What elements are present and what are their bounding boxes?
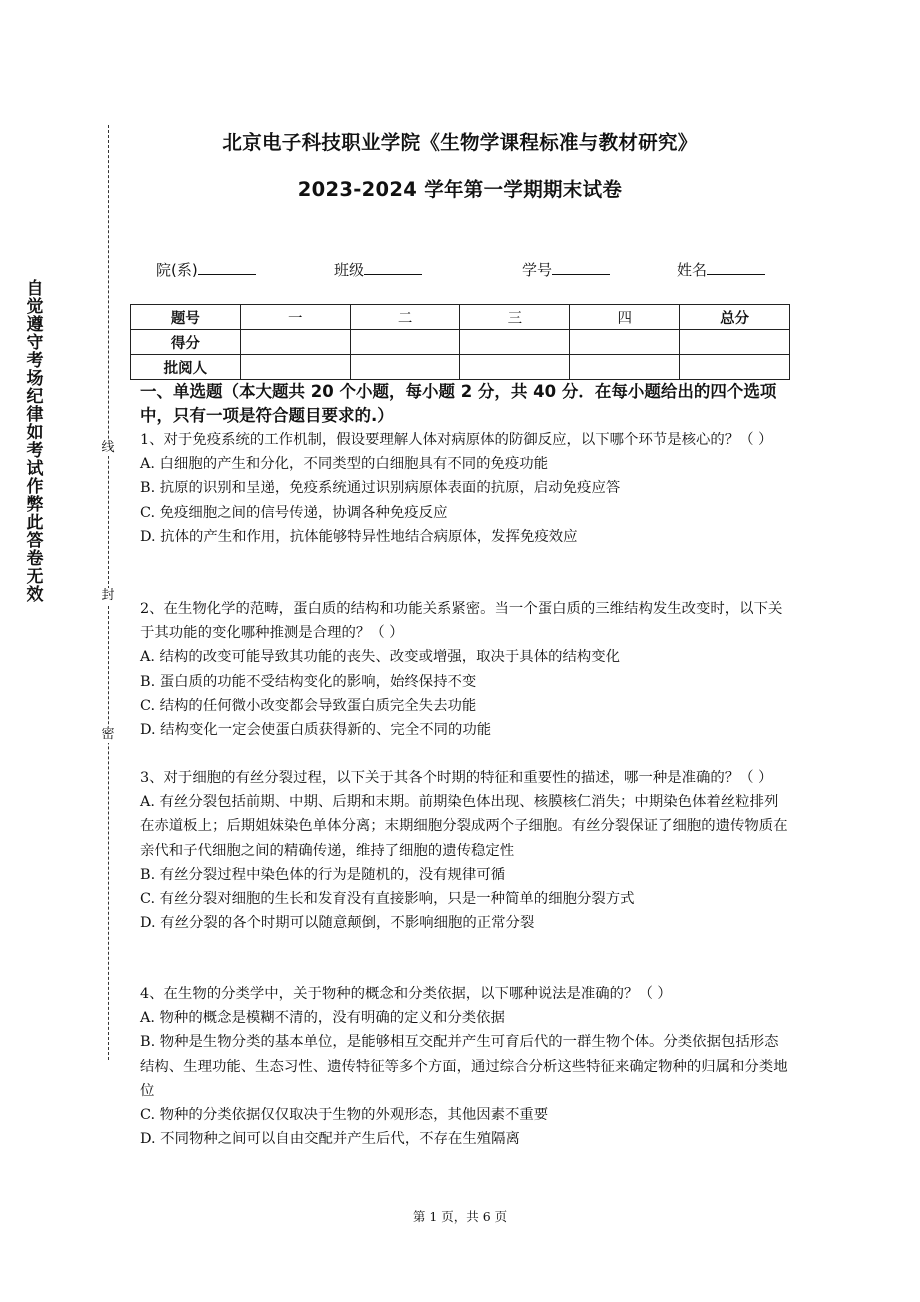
option-d[interactable]: D. 不同物种之间可以自由交配并产生后代，不存在生殖隔离 (140, 1131, 520, 1148)
name-field[interactable] (677, 259, 765, 280)
question-2 (140, 597, 790, 742)
option-d[interactable]: D. 抗体的产生和作用，抗体能够特异性地结合病原体，发挥免疫效应 (140, 528, 578, 545)
student-id-field[interactable] (522, 259, 610, 280)
col-header-1: 一 (240, 305, 350, 330)
name-label: 姓名 (677, 261, 708, 279)
score-cell[interactable] (350, 330, 460, 355)
option-c[interactable]: C. 物种的分类依据仅仅取决于生物的外观形态，其他因素不重要 (140, 1107, 549, 1124)
class-label: 班级 (334, 261, 365, 279)
score-cell[interactable] (680, 330, 790, 355)
col-header-2: 二 (350, 305, 460, 330)
grader-cell[interactable] (570, 355, 680, 380)
option-b[interactable]: B. 物种是生物分类的基本单位，是能够相互交配并产生可育后代的一群生物个体。分类依据包括形态结构、生理功能、生态习性、遗传特征等多个方面，通过综合分析这些特征来确定物种的归属和分类地位 (140, 1034, 788, 1099)
dept-blank[interactable] (198, 260, 256, 275)
question-stem: 4、在生物的分类学中，关于物种的概念和分类依据，以下哪种说法是准确的？（ ） (140, 986, 672, 1002)
class-blank[interactable] (364, 260, 422, 275)
option-c[interactable]: C. 结构的任何微小改变都会导致蛋白质完全失去功能 (140, 697, 477, 714)
score-cell[interactable] (460, 330, 570, 355)
score-cell[interactable] (240, 330, 350, 355)
grader-cell[interactable] (460, 355, 570, 380)
binding-char-feng: 封 (99, 588, 117, 604)
option-a[interactable]: A. 白细胞的产生和分化，不同类型的白细胞具有不同的免疫功能 (140, 456, 549, 473)
score-table-score-row (131, 330, 790, 355)
row-label-question-no: 题号 (131, 305, 241, 330)
question-stem: 1、对于免疫系统的工作机制，假设要理解人体对病原体的防御反应，以下哪个环节是核心的？（ ） (140, 432, 773, 448)
option-a[interactable]: A. 物种的概念是模糊不清的，没有明确的定义和分类依据 (140, 1010, 505, 1027)
grader-cell[interactable] (240, 355, 350, 380)
grader-cell[interactable] (680, 355, 790, 380)
grader-cell[interactable] (350, 355, 460, 380)
option-c[interactable]: C. 有丝分裂对细胞的生长和发育没有直接影响，只是一种简单的细胞分裂方式 (140, 891, 635, 908)
option-d[interactable]: D. 有丝分裂的各个时期可以随意颠倒，不影响细胞的正常分裂 (140, 915, 535, 932)
score-cell[interactable] (570, 330, 680, 355)
page-number: 第 1 页，共 6 页 (412, 1209, 508, 1224)
option-b[interactable]: B. 蛋白质的功能不受结构变化的影响，始终保持不变 (140, 673, 477, 690)
question-3 (140, 766, 790, 935)
dept-field[interactable] (156, 259, 256, 280)
option-b[interactable]: B. 抗原的识别和呈递，免疫系统通过识别病原体表面的抗原，启动免疫应答 (140, 480, 621, 497)
question-stem: 3、对于细胞的有丝分裂过程，以下关于其各个时期的特征和重要性的描述，哪一种是准确的？（ ） (140, 770, 773, 786)
exam-warning-vertical: 自觉遵守考场纪律如考试作弊此答卷无效 (26, 279, 44, 605)
section-heading: 一、单选题（本大题共 20 个小题，每小题 2 分，共 40 分．在每小题给出的四个选项中，只有一项是符合题目要求的.） (140, 382, 777, 425)
dept-label: 院(系) (156, 261, 198, 279)
student-id-label: 学号 (522, 261, 553, 279)
student-id-blank[interactable] (552, 260, 610, 275)
exam-title-line1: 北京电子科技职业学院《生物学课程标准与教材研究》 (222, 131, 698, 154)
option-a[interactable]: A. 有丝分裂包括前期、中期、后期和末期。前期染色体出现、核膜核仁消失；中期染色体着丝粒排列在赤道板上；后期姐妹染色单体分离；末期细胞分裂成两个子细胞。有丝分裂保证了细胞的遗传物质在亲代和子代细胞之间的精确传递，维持了细胞的遗传稳定性 (140, 794, 788, 859)
col-header-3: 三 (460, 305, 570, 330)
exam-title-line2: 2023-2024 学年第一学期期末试卷 (297, 178, 623, 201)
score-table-header-row (131, 305, 790, 330)
col-header-total: 总分 (680, 305, 790, 330)
score-table (130, 304, 790, 380)
score-table-grader-row (131, 355, 790, 380)
student-info-row (0, 259, 920, 281)
option-d[interactable]: D. 结构变化一定会使蛋白质获得新的、完全不同的功能 (140, 722, 492, 739)
binding-char-mi: 密 (99, 727, 117, 743)
question-1 (140, 428, 790, 549)
question-4 (140, 982, 790, 1151)
binding-char-xian: 线 (99, 440, 117, 456)
col-header-4: 四 (570, 305, 680, 330)
option-b[interactable]: B. 有丝分裂过程中染色体的行为是随机的，没有规律可循 (140, 866, 506, 883)
question-stem: 2、在生物化学的范畴，蛋白质的结构和功能关系紧密。当一个蛋白质的三维结构发生改变时，以下关于其功能的变化哪种推测是合理的？（ ） (140, 601, 783, 642)
option-c[interactable]: C. 免疫细胞之间的信号传递，协调各种免疫反应 (140, 504, 448, 521)
row-label-score: 得分 (131, 330, 241, 355)
name-blank[interactable] (707, 260, 765, 275)
row-label-grader: 批阅人 (131, 355, 241, 380)
option-a[interactable]: A. 结构的改变可能导致其功能的丧失、改变或增强，取决于具体的结构变化 (140, 649, 621, 666)
class-field[interactable] (334, 259, 422, 280)
